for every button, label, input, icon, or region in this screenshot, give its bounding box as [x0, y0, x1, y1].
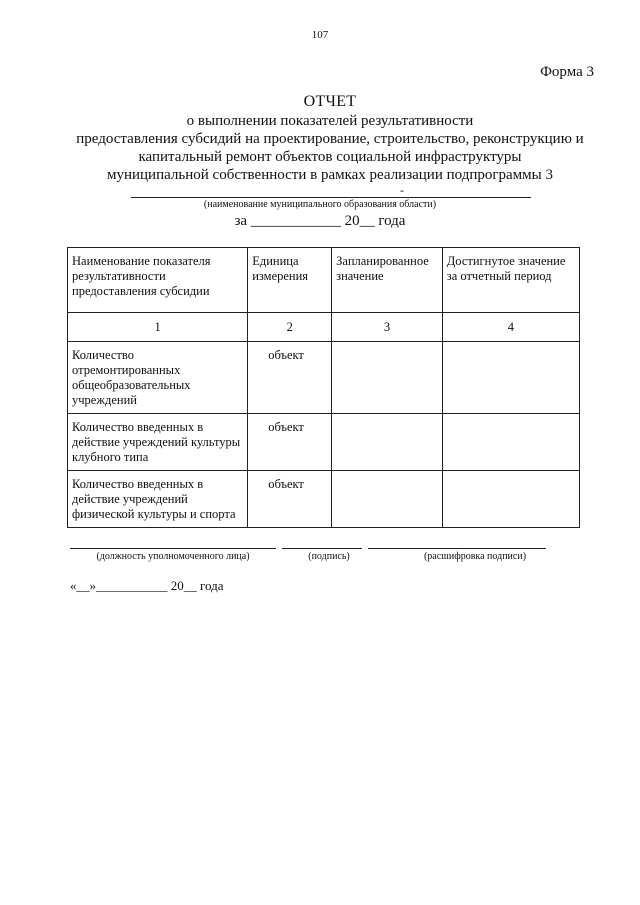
- position-caption: (должность уполномоченного лица): [96, 551, 250, 562]
- decoding-signature-line: [368, 548, 546, 549]
- report-title: ОТЧЕТ: [303, 93, 357, 110]
- achieved-value-cell[interactable]: [442, 342, 579, 414]
- column-number-1: 1: [68, 313, 248, 342]
- planned-value-cell[interactable]: [332, 414, 443, 471]
- decoding-caption: (расшифровка подписи): [423, 551, 527, 562]
- planned-value-cell[interactable]: [332, 342, 443, 414]
- table-row: [68, 342, 580, 414]
- indicators-table: [67, 247, 580, 528]
- table-row: [68, 471, 580, 528]
- achieved-value-cell[interactable]: [442, 414, 579, 471]
- signature-line: [282, 548, 362, 549]
- indicator-name: Количество введенных в действие учреждений культуры клубного типа: [68, 414, 248, 471]
- header-achieved-value: Достигнутое значение за отчетный период: [442, 248, 579, 313]
- planned-value-cell[interactable]: [332, 471, 443, 528]
- page-number: 107: [311, 29, 329, 41]
- signature-date-line: «__»___________ 20__ года: [70, 578, 224, 593]
- column-number-2: 2: [248, 313, 332, 342]
- report-subtitle-line-3: капитальный ремонт объектов социальной инфраструктуры: [138, 149, 522, 165]
- indicator-unit: объект: [248, 342, 332, 414]
- header-unit: Единица измерения: [248, 248, 332, 313]
- table-column-numbers-row: [68, 313, 580, 342]
- header-indicator-name: Наименование показателя результативности предоставления субсидии: [68, 248, 248, 313]
- report-period-line: за ____________ 20__ года: [234, 213, 406, 229]
- indicator-unit: объект: [248, 414, 332, 471]
- report-subtitle-line-4: муниципальной собственности в рамках реализации подпрограммы 3: [106, 167, 553, 183]
- indicator-name: Количество введенных в действие учреждений физической культуры и спорта: [68, 471, 248, 528]
- municipality-caption: (наименование муниципального образования области): [203, 199, 437, 210]
- column-number-3: 3: [332, 313, 443, 342]
- municipality-fill-line: [131, 197, 531, 198]
- table-row: [68, 414, 580, 471]
- form-label: Форма 3: [540, 64, 594, 80]
- achieved-value-cell[interactable]: [442, 471, 579, 528]
- dash-mark: -: [400, 183, 404, 197]
- title-block: [40, 92, 620, 184]
- position-signature-line: [70, 548, 276, 549]
- indicator-name: Количество отремонтированных общеобразовательных учреждений: [68, 342, 248, 414]
- report-subtitle-line-1: о выполнении показателей результативности: [186, 113, 474, 129]
- signature-caption: (подпись): [308, 551, 350, 562]
- header-planned-value: Запланированное значение: [332, 248, 443, 313]
- table-header-row: [68, 248, 580, 313]
- report-subtitle-line-2: предоставления субсидий на проектирование, строительство, реконструкцию и: [76, 131, 584, 147]
- indicator-unit: объект: [248, 471, 332, 528]
- column-number-4: 4: [442, 313, 579, 342]
